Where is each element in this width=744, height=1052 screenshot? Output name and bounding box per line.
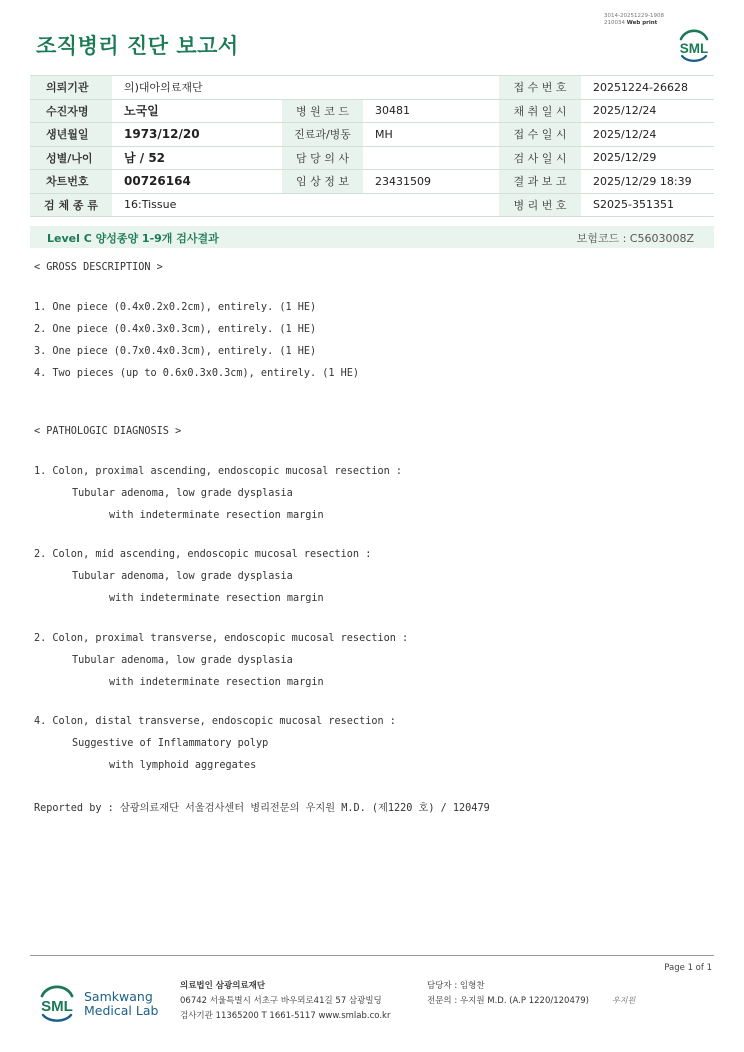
diagnosis-note: with indeterminate resection margin	[109, 510, 324, 521]
field-value: 30481	[363, 99, 499, 123]
field-label: 담 당 의 사	[282, 146, 363, 170]
info-row	[30, 193, 714, 217]
logo-text: SML	[41, 998, 73, 1015]
field-value: MH	[363, 123, 499, 147]
info-row	[30, 99, 714, 123]
diagnosis-note: with indeterminate resection margin	[109, 677, 324, 688]
diagnosis-result: Tubular adenoma, low grade dysplasia	[72, 655, 293, 666]
field-label: 결 과 보 고	[499, 170, 581, 194]
diagnosis-result: Suggestive of Inflammatory polyp	[72, 738, 269, 749]
brand-name	[84, 990, 158, 1018]
info-row	[30, 146, 714, 170]
test-section-bar	[30, 226, 714, 248]
field-label: 수진자명	[30, 99, 112, 123]
page-title: 조직병리 진단 보고서	[36, 34, 239, 58]
web-print-label: Web print	[626, 20, 658, 26]
diagnosis-site: 1. Colon, proximal ascending, endoscopic mucosal resection :	[34, 466, 403, 477]
gross-line: 4. Two pieces (up to 0.6x0.3x0.3cm), entirely. (1 HE)	[34, 368, 360, 379]
field-value: 2025/12/24	[581, 123, 714, 147]
print-id-code: 210034	[604, 20, 625, 26]
field-label: 생년월일	[30, 123, 112, 147]
field-value: 1973/12/20	[112, 123, 282, 147]
field-value: S2025-351351	[581, 193, 714, 217]
diagnosis-header: < PATHOLOGIC DIAGNOSIS >	[34, 426, 182, 437]
footer-specialist: 전문의 : 우지원 M.D. (A.P 1220/120479)	[427, 996, 589, 1006]
print-id	[604, 13, 664, 27]
gross-line: 3. One piece (0.7x0.4x0.3cm), entirely. (1 HE)	[34, 346, 317, 357]
signature: 우지원	[612, 996, 636, 1005]
field-value: 2025/12/29	[581, 146, 714, 170]
diagnosis-site: 4. Colon, distal transverse, endoscopic mucosal resection :	[34, 716, 396, 727]
field-value: 00726164	[112, 170, 282, 194]
reported-by: Reported by : 삼광의료재단 서울검사센터 병리전문의 우지원 M.D. (제1220 호) / 120479	[34, 803, 490, 814]
gross-line: 2. One piece (0.4x0.3x0.3cm), entirely. (1 HE)	[34, 324, 317, 335]
field-value: 2025/12/24	[581, 99, 714, 123]
diagnosis-result: Tubular adenoma, low grade dysplasia	[72, 488, 293, 499]
field-label: 병 원 코 드	[282, 99, 363, 123]
insurance-code: 보험코드 : C5603008Z	[576, 232, 694, 245]
field-label: 채 취 일 시	[499, 99, 581, 123]
info-row	[30, 123, 714, 147]
diagnosis-result: Tubular adenoma, low grade dysplasia	[72, 571, 293, 582]
field-label: 병 리 번 호	[499, 193, 581, 217]
field-label: 검 사 일 시	[499, 146, 581, 170]
brand-line2: Medical Lab	[84, 1003, 159, 1018]
logo-text: SML	[679, 41, 709, 56]
diagnosis-site: 2. Colon, mid ascending, endoscopic mucosal resection :	[34, 549, 372, 560]
test-level-label: Level C 양성종양 1-9개 검사결과	[47, 232, 219, 245]
sml-logo-icon	[36, 982, 78, 1024]
patient-info-table	[30, 75, 714, 217]
field-label: 의뢰기관	[30, 76, 112, 100]
field-label: 진료과/병동	[282, 123, 363, 147]
field-value	[363, 146, 499, 170]
field-label: 성별/나이	[30, 146, 112, 170]
field-value: 남 / 52	[112, 146, 282, 170]
print-id-line2	[604, 20, 664, 27]
field-label: 접 수 번 호	[499, 76, 581, 100]
sml-logo-icon	[674, 26, 714, 64]
brand-line1: Samkwang	[84, 989, 153, 1004]
info-row	[30, 170, 714, 194]
field-label: 검 체 종 류	[30, 193, 112, 217]
footer-contact: 검사기관 11365200 T 1661-5117 www.smlab.co.kr	[180, 1011, 391, 1021]
footer-address: 06742 서울특별시 서초구 바우뫼로41길 57 삼광빌딩	[180, 996, 382, 1006]
gross-header: < GROSS DESCRIPTION >	[34, 262, 163, 273]
footer-org: 의료법인 삼광의료재단	[180, 981, 266, 991]
field-label: 차트번호	[30, 170, 112, 194]
print-id-line1: 3014-20251229-1908	[604, 13, 664, 19]
field-label: 임 상 정 보	[282, 170, 363, 194]
field-value: 2025/12/29 18:39	[581, 170, 714, 194]
field-label: 접 수 일 시	[499, 123, 581, 147]
field-value: 23431509	[363, 170, 499, 194]
page-number: Page 1 of 1	[664, 963, 712, 973]
diagnosis-note: with lymphoid aggregates	[109, 760, 257, 771]
diagnosis-site: 2. Colon, proximal transverse, endoscopic mucosal resection :	[34, 633, 409, 644]
diagnosis-note: with indeterminate resection margin	[109, 593, 324, 604]
info-row	[30, 76, 714, 100]
gross-line: 1. One piece (0.4x0.2x0.2cm), entirely. (1 HE)	[34, 302, 317, 313]
footer-divider	[30, 955, 714, 956]
field-value: 의)대아의료재단	[112, 76, 499, 100]
footer-staff: 담당자 : 임형찬	[427, 981, 485, 991]
field-value: 20251224-26628	[581, 76, 714, 100]
field-value: 노국일	[112, 99, 282, 123]
field-value: 16:Tissue	[112, 193, 499, 217]
